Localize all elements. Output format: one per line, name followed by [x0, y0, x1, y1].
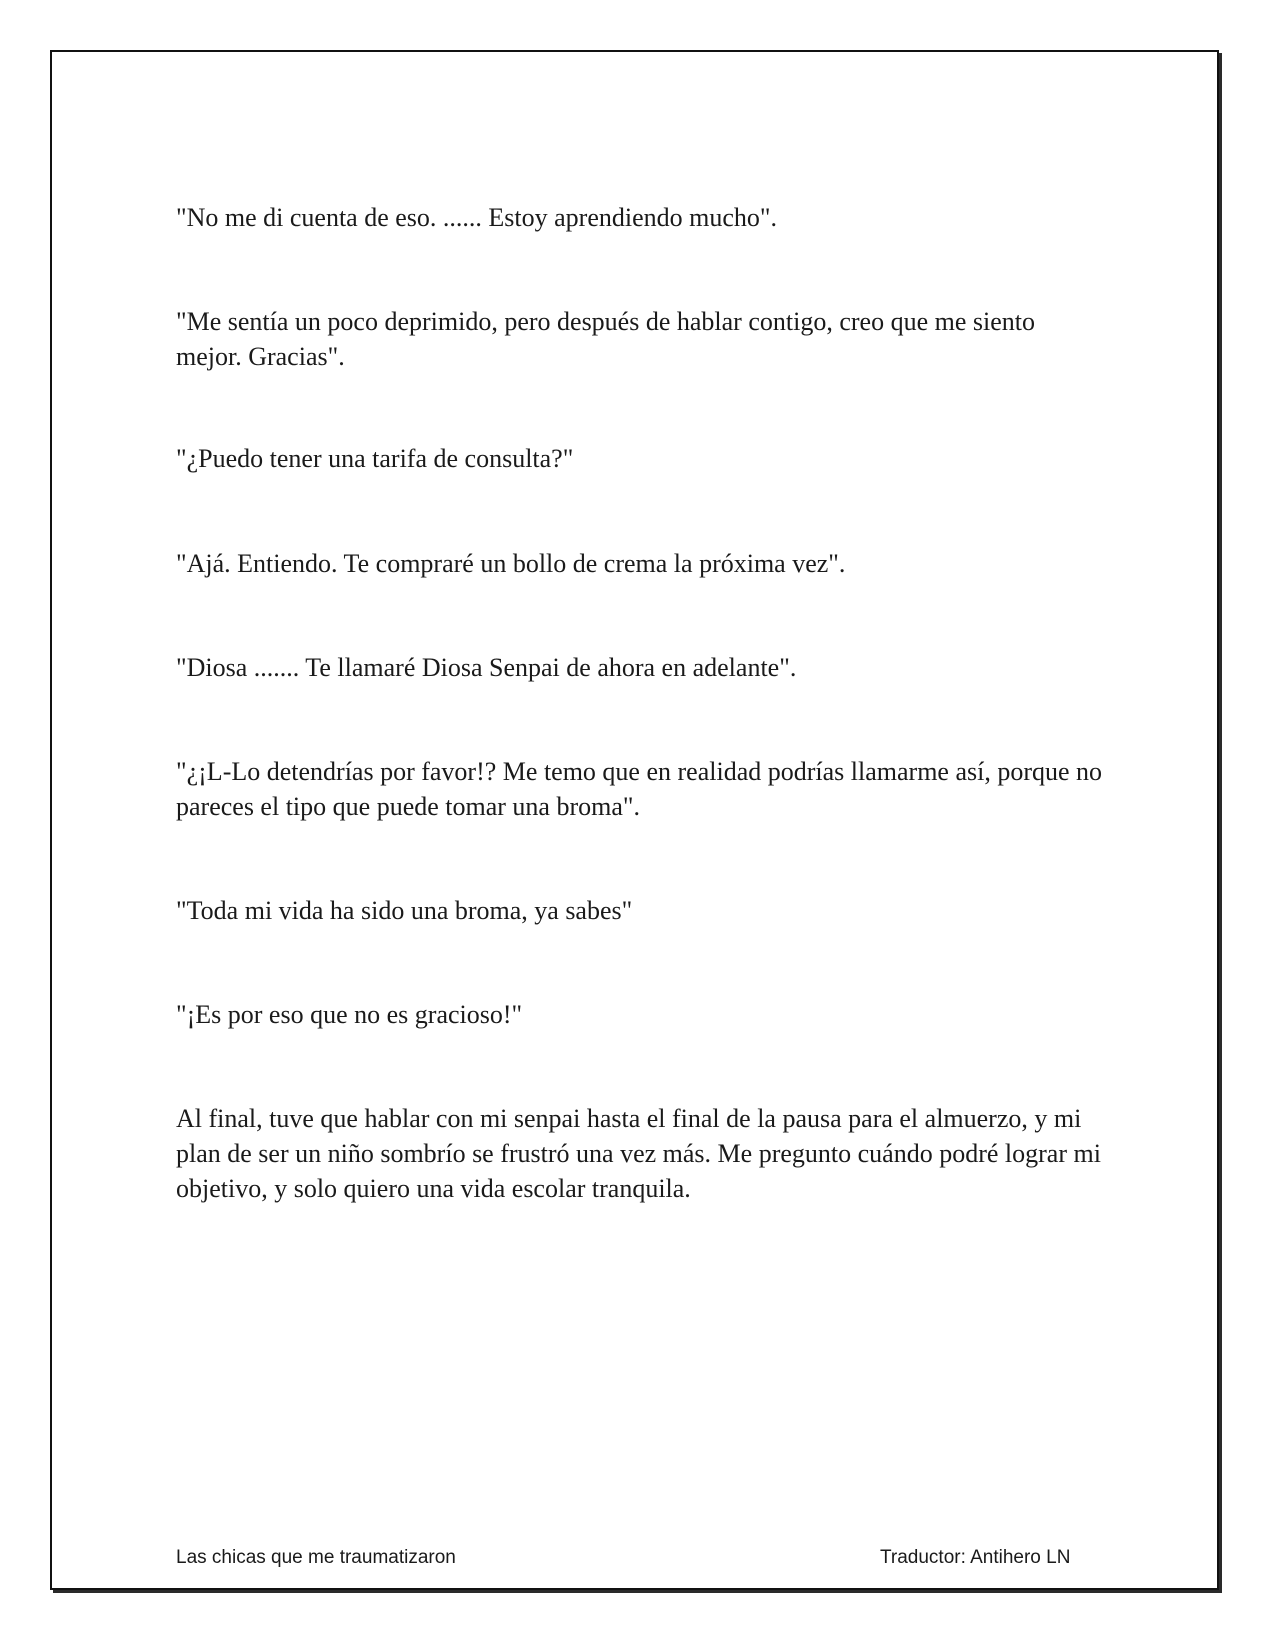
paragraph-2: "Me sentía un poco deprimido, pero después de hablar contigo, creo que me siento mejor. Gracias". — [176, 307, 1035, 371]
paragraph-6: "¿¡L-Lo detendrías por favor!? Me temo que en realidad podrías llamarme así, porque no pareces el tipo que puede tomar una broma". — [176, 757, 1103, 821]
paragraph-4: "Ajá. Entiendo. Te compraré un bollo de crema la próxima vez". — [176, 549, 846, 578]
footer-translator: Traductor: Antihero LN — [880, 1547, 1071, 1568]
paragraph-8: "¡Es por eso que no es gracioso!" — [176, 1000, 523, 1029]
paragraph-9: Al final, tuve que hablar con mi senpai hasta el final de la pausa para el almuerzo, y mi plan de ser un niño sombrío se frustró una vez más. Me pregunto cuándo podré lograr mi objetivo, y solo quiero una vida escolar tranquila. — [176, 1104, 1101, 1203]
footer-book-title: Las chicas que me traumatizaron — [176, 1547, 456, 1568]
paragraph-1: "No me di cuenta de eso. ...... Estoy aprendiendo mucho". — [176, 203, 778, 232]
paragraph-7: "Toda mi vida ha sido una broma, ya sabes" — [176, 896, 633, 925]
paragraph-3: "¿Puedo tener una tarifa de consulta?" — [176, 444, 574, 473]
paragraph-5: "Diosa ....... Te llamaré Diosa Senpai de ahora en adelante". — [176, 653, 797, 682]
